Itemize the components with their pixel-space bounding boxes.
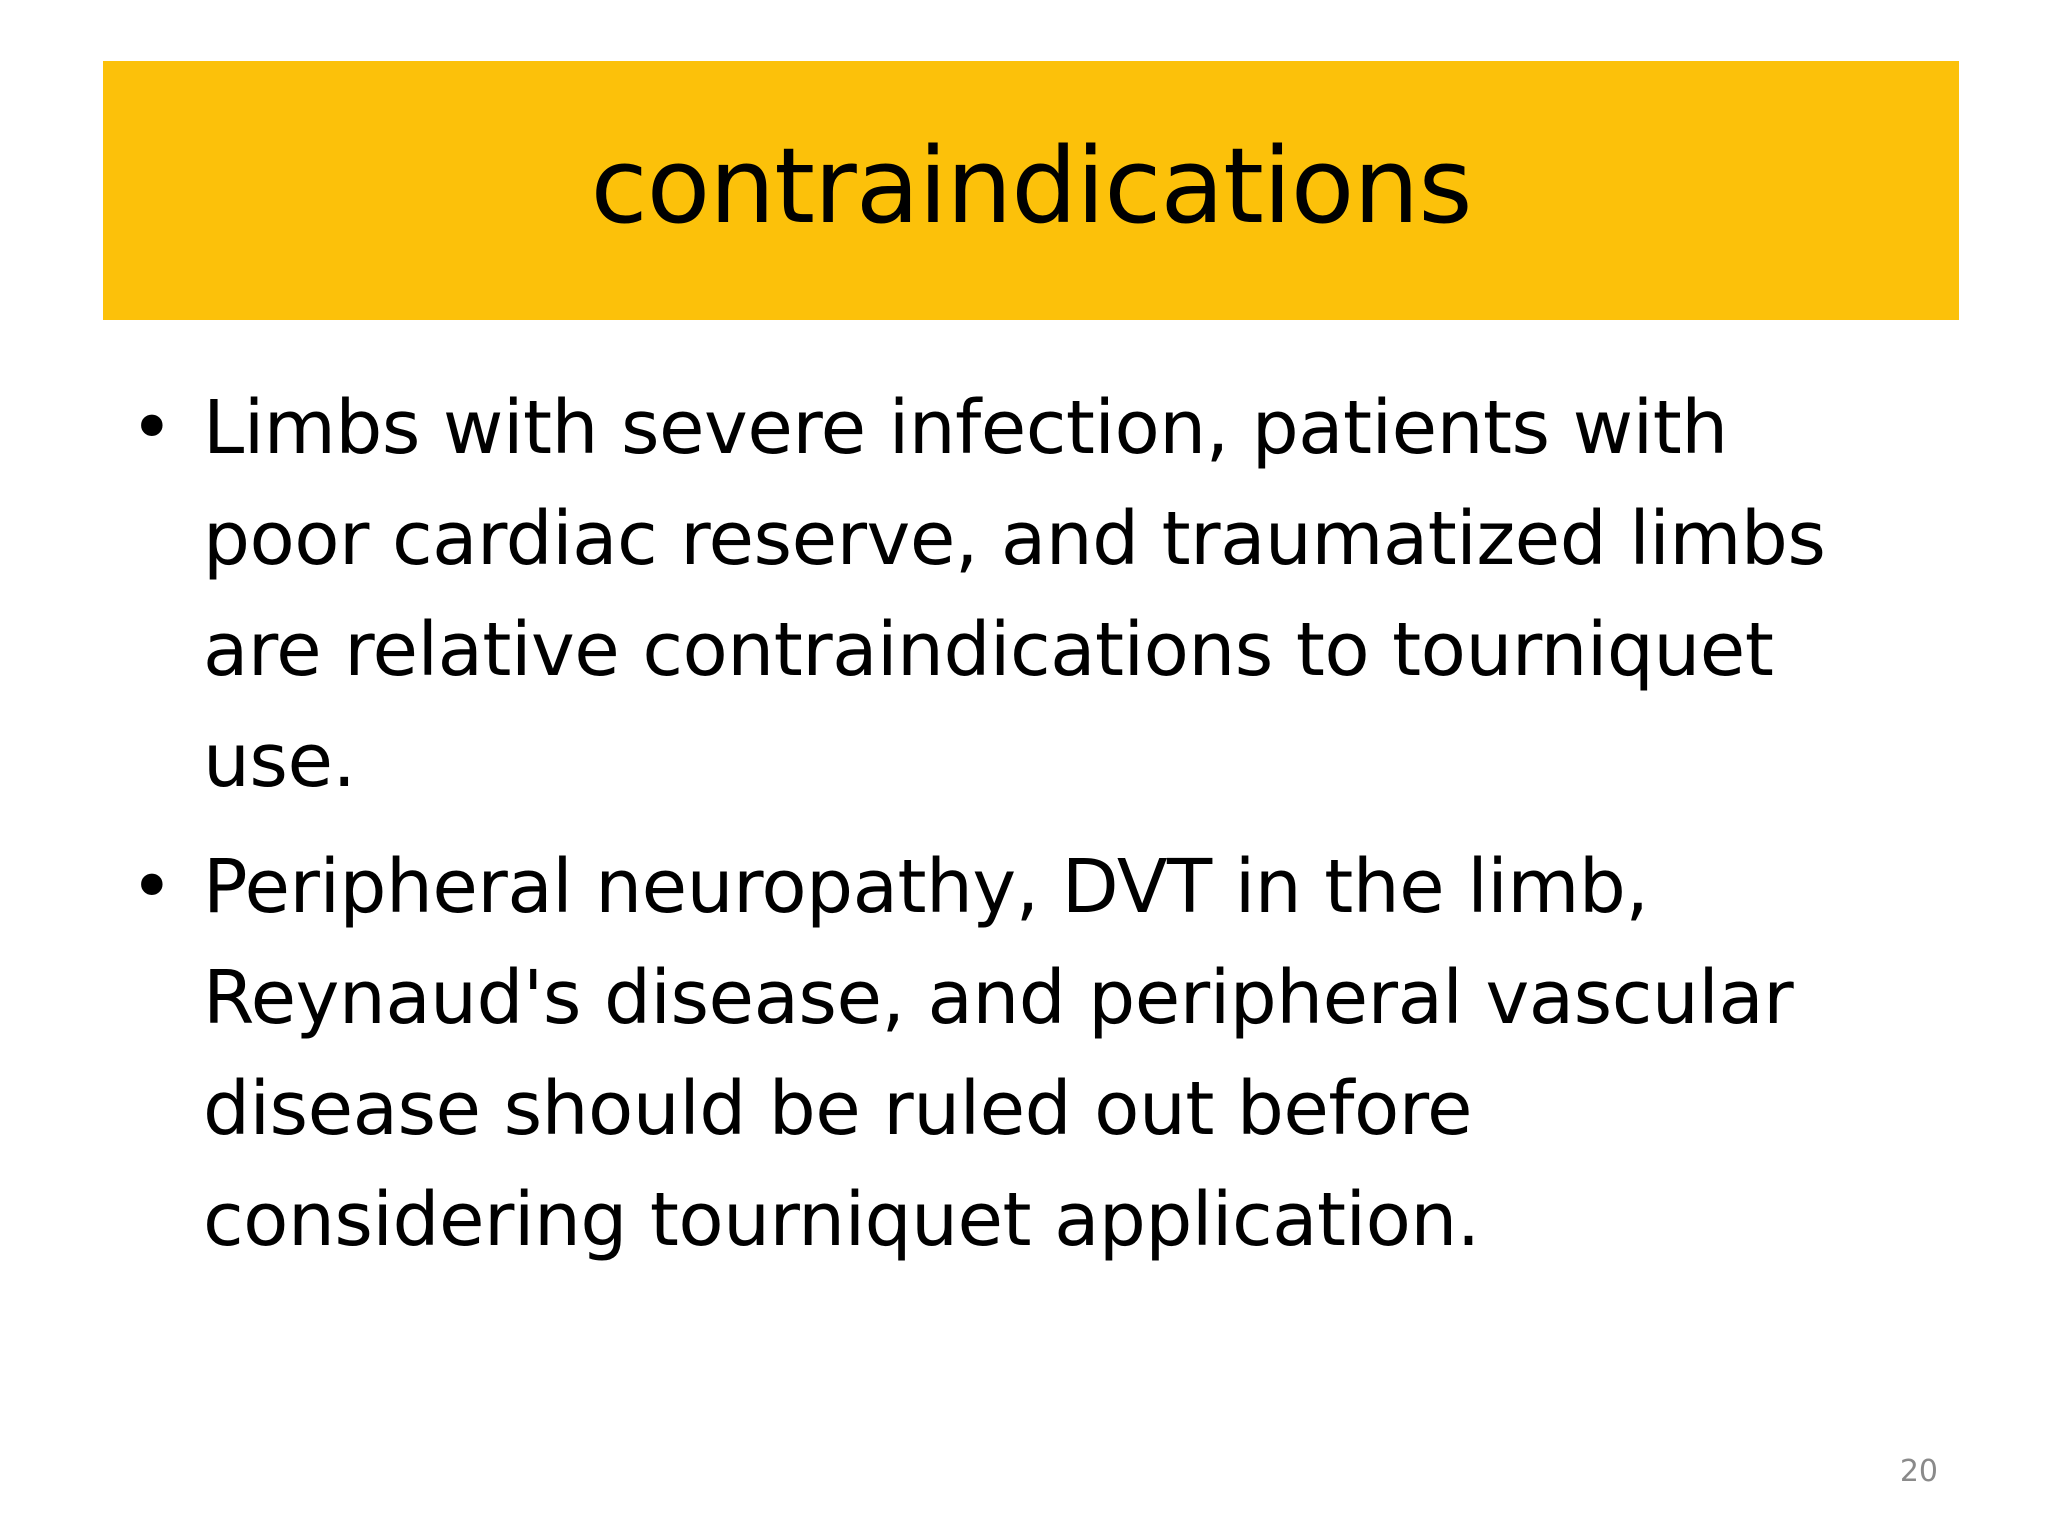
- bullet-list: [118, 373, 1918, 1276]
- title-band: [103, 61, 1959, 320]
- bullet-marker: •: [130, 844, 174, 930]
- slide-title: contraindications: [590, 124, 1472, 247]
- page-number: 20: [1899, 1454, 1938, 1489]
- bullet-marker: •: [130, 385, 174, 471]
- slide-content: [118, 373, 1918, 1291]
- bullet-text: Peripheral neuropathy, DVT in the limb, Reynaud's disease, and peripheral vascular disease should be ruled out before considering tourniquet application.: [203, 844, 1794, 1263]
- bullet-item: [118, 373, 1918, 817]
- bullet-text: Limbs with severe infection, patients with poor cardiac reserve, and traumatized limbs are relative contraindications to tourniquet use.: [203, 385, 1826, 804]
- bullet-item: [118, 832, 1918, 1276]
